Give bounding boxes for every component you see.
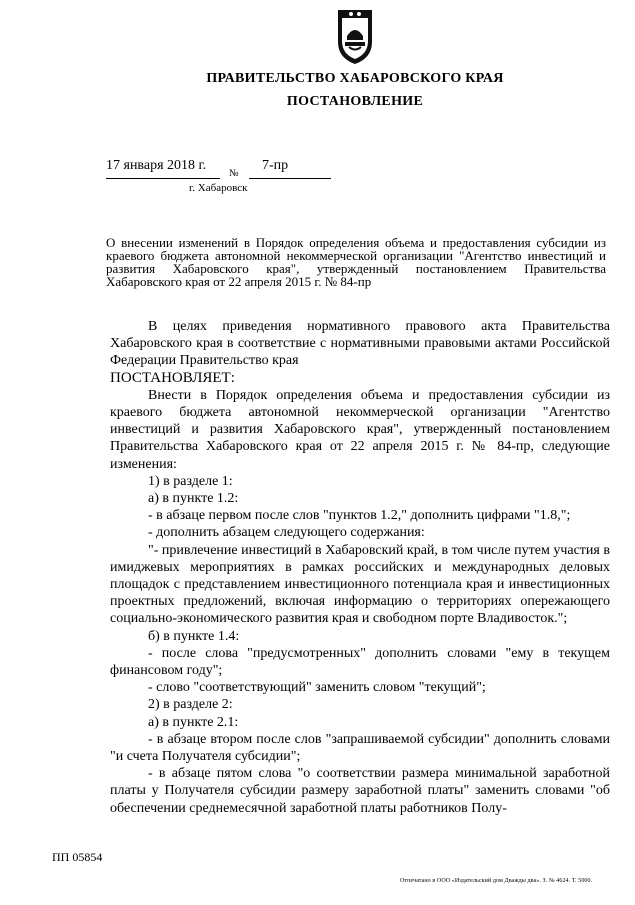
body-paragraph: - после слова "предусмотренных" дополнить словами "ему в текущем финансовом году"; [110,645,610,679]
body-paragraph: а) в пункте 1.2: [148,491,239,507]
number-underline [249,178,331,179]
body-paragraph: "- привлечение инвестиций в Хабаровский край, в том числе путем участия в имиджевых мероприятиях в рамках российских и международных деловых площадок с представлением инвестиционного потенциала края и инвестиционных проектных предложений, включая информацию о территориях опережающего социально-экономического развития края и свободном порте Владивосток."; [110,542,610,627]
decree-date: 17 января 2018 г. [106,158,207,173]
body-paragraph: б) в пункте 1.4: [148,628,240,644]
body-paragraph: - в абзаце втором после слов "запрашиваемой субсидии" дополнить словами "и счета Получателя субсидии"; [110,731,610,765]
decree-body [110,318,610,817]
preamble-paragraph: В целях приведения нормативного правового акта Правительства Хабаровского края в соответствие с нормативными правовыми актами Российской Федерации Правительство края [110,319,610,369]
printer-imprint: Отпечатано в ООО «Издательский дом Дважды два». З. № 4624. Т. 5000. [400,878,593,884]
body-paragraph: - дополнить абзацем следующего содержания: [148,525,425,541]
decree-number: 7-пр [262,158,289,173]
body-paragraph: 2) в разделе 2: [148,697,233,713]
coat-of-arms-icon [331,8,379,66]
body-paragraph: 1) в разделе 1: [148,473,233,489]
body-paragraph: - в абзаце пятом слова "о соответствии размера минимальной заработной платы у Получателя субсидии размеру заработной платы" заменить словами "об обеспечении среднемесячной заработной платы работников Полу- [110,766,610,816]
document-type-title: ПОСТАНОВЛЕНИЕ [286,94,424,109]
city-label: г. Хабаровск [189,182,248,194]
document-code: ПП 05854 [52,850,103,864]
body-paragraph: Внести в Порядок определения объема и предоставления субсидии из краевого бюджета автономной некоммерческой организации "Агентство инвестиций и развития Хабаровского края", утвержденный постановлением Правительства Хабаровского края от 22 апреля 2015 г. № 84-пр, следующие изменения: [110,387,610,472]
body-paragraph: - в абзаце первом после слов "пунктов 1.2," дополнить цифрами "1.8,"; [148,508,571,524]
decree-subject: О внесении изменений в Порядок определения объема и предоставления субсидии из краевого бюджета автономной некоммерческой организации "Агентство инвестиций и развития Хабаровского края", утвержденный постановлением Правительства Хабаровского края от 22 апреля 2015 г. № 84-пр [106,235,606,289]
resolves-heading: ПОСТАНОВЛЯЕТ: [110,369,235,386]
number-sign: № [229,168,239,179]
body-paragraph: а) в пункте 2.1: [148,714,239,730]
government-title: ПРАВИТЕЛЬСТВО ХАБАРОВСКОГО КРАЯ [206,71,504,86]
date-underline [106,178,220,179]
body-paragraph: - слово "соответствующий" заменить словом "текущий"; [148,680,486,696]
